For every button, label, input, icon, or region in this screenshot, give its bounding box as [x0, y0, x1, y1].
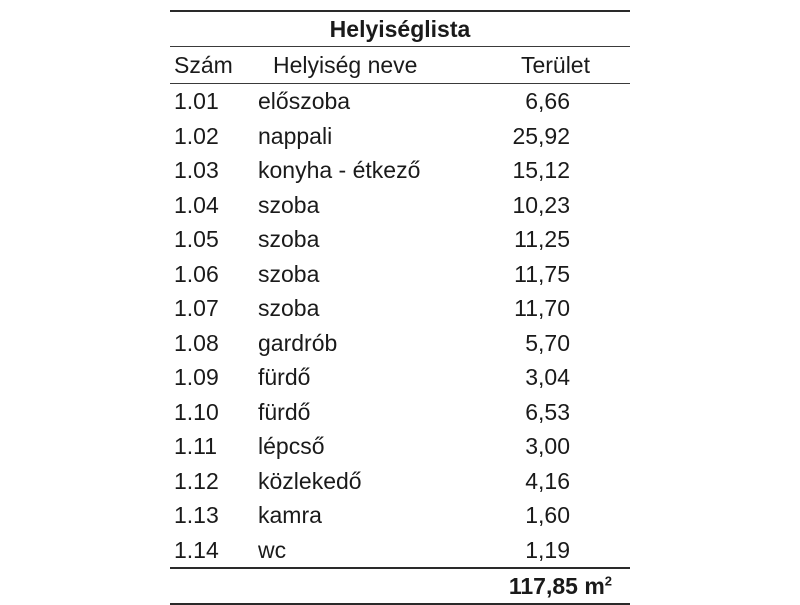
room-number: 1.08: [174, 329, 219, 356]
room-number: 1.03: [174, 157, 219, 183]
table-row: [170, 119, 630, 154]
table-row: [170, 429, 630, 464]
room-area: 3,00: [525, 433, 570, 459]
table-title: Helyiséglista: [329, 16, 471, 42]
table-row: [170, 464, 630, 499]
room-list-table: [170, 10, 630, 605]
room-number: 1.06: [174, 260, 219, 287]
room-area: 11,75: [514, 260, 570, 287]
room-name: előszoba: [258, 88, 351, 114]
table-row: [170, 222, 630, 257]
table-row: [170, 153, 630, 188]
header-number: Szám: [174, 52, 233, 78]
table-row: [170, 360, 630, 395]
header-area: Terület: [520, 52, 590, 78]
room-area: 6,66: [525, 88, 570, 114]
table-row: [170, 498, 630, 533]
room-name: szoba: [258, 260, 320, 287]
room-area: 3,04: [525, 364, 570, 390]
unit-exponent: 2: [604, 573, 612, 589]
table-row: [170, 188, 630, 223]
room-area: 1,19: [525, 536, 570, 563]
room-name: szoba: [258, 226, 320, 252]
room-name: szoba: [258, 295, 320, 321]
table-row: [170, 257, 630, 292]
header-name: Helyiség neve: [273, 52, 418, 78]
room-number: 1.05: [174, 226, 219, 252]
room-number: 1.04: [174, 191, 219, 218]
room-area: 15,12: [512, 157, 570, 183]
room-name: lépcső: [258, 433, 325, 459]
table-header: [170, 47, 630, 83]
room-name: wc: [258, 536, 287, 563]
room-number: 1.07: [174, 295, 219, 321]
table-body: [170, 84, 630, 567]
room-area: 1,60: [525, 502, 570, 528]
table-row: [170, 326, 630, 361]
room-number: 1.12: [174, 467, 219, 494]
room-area: 11,25: [514, 226, 570, 252]
room-area: 6,53: [525, 398, 570, 425]
room-name: közlekedő: [258, 467, 362, 494]
room-name: fürdő: [258, 398, 311, 425]
table-row: [170, 84, 630, 119]
table-row: [170, 395, 630, 430]
room-area: 4,16: [525, 467, 570, 494]
room-name: konyha - étkező: [258, 157, 421, 183]
room-area: 25,92: [512, 122, 570, 149]
room-number: 1.02: [174, 122, 219, 149]
room-number: 1.14: [174, 536, 219, 563]
room-area: 10,23: [512, 191, 570, 218]
room-name: fürdő: [258, 364, 311, 390]
table-row: [170, 533, 630, 568]
room-name: szoba: [258, 191, 320, 218]
room-name: gardrób: [258, 329, 338, 356]
total-area: 117,85 $m^2$: [508, 573, 612, 599]
total-row: [170, 569, 630, 603]
room-number: 1.11: [174, 433, 218, 459]
table-row: [170, 291, 630, 326]
room-number: 1.09: [174, 364, 219, 390]
room-area: 11,70: [514, 295, 570, 321]
room-name: kamra: [258, 502, 322, 528]
room-number: 1.13: [174, 502, 219, 528]
room-number: 1.10: [174, 398, 219, 425]
room-name: nappali: [258, 122, 333, 149]
room-number: 1.01: [174, 88, 219, 114]
room-area: 5,70: [525, 329, 570, 356]
